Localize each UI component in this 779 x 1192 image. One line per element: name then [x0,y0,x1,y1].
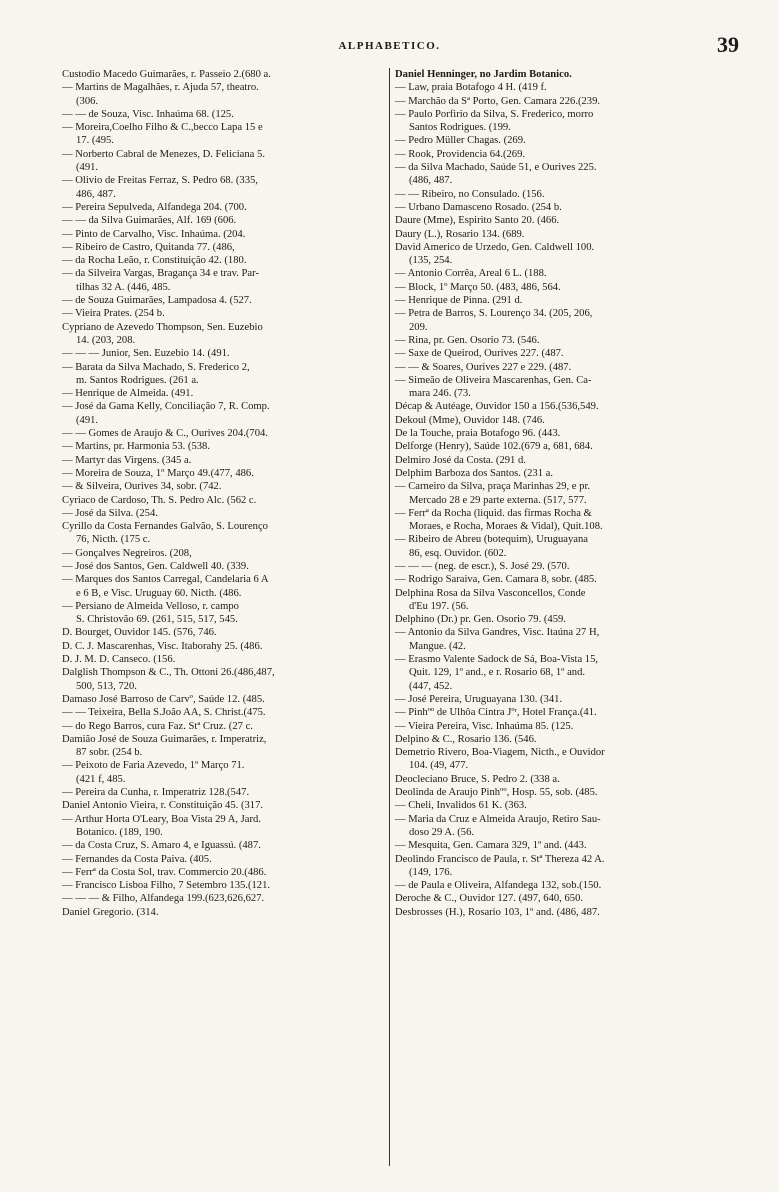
directory-entry: — Moreira de Souza, 1º Março 49.(477, 486. [62,467,254,479]
directory-entry: D. C. J. Mascarenhas, Visc. Itaborahy 25. (486. [62,640,263,652]
directory-entry: — — da Silva Guimarães, Alf. 169 (606. [62,215,237,227]
directory-entry: (447, 452. [409,680,453,692]
directory-entry: — Vieira Prates. (254 b. [62,308,165,320]
directory-entry: Delpino & C., Rosario 136. (546. [395,733,537,745]
directory-entry: — Saxe de Queirod, Ourives 227. (487. [395,348,564,360]
directory-entry: Desbrosses (H.), Rosario 103, 1º and. (486, 487. [395,906,600,918]
directory-entry: d'Eu 197. (56. [409,600,469,612]
directory-entry: — da Rocha Leão, r. Constituição 42. (180. [62,255,247,267]
directory-entry: — Martins, pr. Harmonia 53. (538. [62,441,210,453]
directory-entry: Delphim Barboza dos Santos. (231 a. [395,467,553,479]
directory-entry: — Antonio Corrêa, Areal 6 L. (188. [395,268,547,280]
directory-entry: — José da Gama Kelly, Conciliação 7, R. Comp. [62,401,270,413]
directory-entry: — Carneiro da Silva, praça Marinhas 29, e pr. [395,481,591,493]
directory-entry: — Fernandes da Costa Paiva. (405. [62,853,212,865]
directory-entry: — — — & Filho, Alfandega 199.(623,626,627. [62,893,265,905]
directory-entry: — Rodrigo Saraiva, Gen. Camara 8, sobr. (485. [395,574,597,586]
directory-entry: S. Christovão 69. (261, 515, 517, 545. [76,614,238,626]
column-divider [389,68,390,1166]
directory-entry: Delphina Rosa da Silva Vasconcellos, Conde [395,587,586,599]
directory-entry: — Pedro Müller Chagas. (269. [395,135,526,147]
directory-entry: 86, esq. Ouvidor. (602. [409,547,507,559]
directory-entry: — Maria da Cruz e Almeida Araujo, Retiro Sau- [395,813,601,825]
directory-entry: (306. [76,95,99,107]
directory-entry: Quit. 129, 1º and., e r. Rosario 68, 1º and. [409,667,586,679]
directory-entry: — Marques dos Santos Carregal, Candelaria 6 A [62,574,269,586]
directory-entry: — Barata da Silva Machado, S. Frederico 2, [62,361,250,373]
directory-entry: — José dos Santos, Gen. Caldwell 40. (339. [62,560,249,572]
directory-entry: — Rina, pr. Gen. Osorio 73. (546. [395,334,540,346]
directory-entry: Custodio Macedo Guimarães, r. Passeio 2.(680 a. [62,69,271,80]
directory-entry: (149, 176. [409,866,453,878]
directory-entry: Moraes, e Rocha, Moraes & Vidal), Quit.108. [409,521,603,533]
directory-entry: — Pinhºº de Ulhôa Cintra Jºʳ, Hotel França.(41. [395,707,597,719]
directory-entry: Damaso José Barroso de Carvº, Saúde 12. (485. [62,693,265,705]
directory-entry: — da Costa Cruz, S. Amaro 4, e Iguassú. (487. [62,840,261,852]
directory-entry: — de Paula e Oliveira, Alfandega 132, sob.(150. [395,880,602,892]
directory-entry: — Ferrª da Rocha (liquid. das firmas Rocha & [395,507,592,519]
directory-entry: — Vieira Pereira, Visc. Inhaúma 85. (125. [395,720,574,732]
left-column [62,68,382,919]
directory-entry: Mercado 28 e 29 parte externa. (517, 577. [409,494,587,506]
directory-entry: (135, 254. [409,255,453,267]
directory-entry: — Moreira,Coelho Filho & C.,becco Lapa 15 e [62,122,263,134]
directory-entry: e 6 B, e Visc. Uruguay 60. Nicth. (486. [76,587,242,599]
directory-entry: — Antonio da Silva Gandres, Visc. Itaúna 27 H, [395,627,600,639]
directory-entry: — Peixoto de Faria Azevedo, 1º Março 71. [62,760,245,772]
directory-entry: — — & Soares, Ourives 227 e 229. (487. [395,361,572,373]
directory-entry: Cypriano de Azevedo Thompson, Sen. Euzebio [62,321,263,333]
directory-entry: — Francisco Lisboa Filho, 7 Setembro 135.(121. [62,880,271,892]
directory-entry: — da Silva Machado, Saúde 51, e Ourives 225. [395,162,597,174]
directory-entry: Daure (Mme), Espirito Santo 20. (466. [395,215,560,227]
directory-entry: (486, 487. [409,175,453,187]
directory-entry: — Erasmo Valente Sadock de Sá, Boa-Vista 15, [395,654,599,666]
directory-entry: Damião José de Souza Guimarães, r. Imperatriz, [62,733,267,745]
directory-entry: — do Rego Barros, cura Faz. Stª Cruz. (27 c. [62,720,253,732]
directory-entry: Deolindo Francisco de Paula, r. Stª Thereza 42 A. [395,853,605,865]
directory-entry: — Pinto de Carvalho, Visc. Inhaúma. (204. [62,228,246,240]
directory-entry: — Marchão da Sª Porto, Gen. Camara 226.(239. [395,95,601,107]
directory-entry: tilhas 32 A. (446, 485. [76,281,171,293]
directory-entry: Botanico. (189, 190. [76,826,163,838]
directory-entry: Santos Rodrigues. (199. [409,122,511,134]
directory-entry: 104. (49, 477. [409,760,469,772]
directory-entry: Mangue. (42. [409,640,466,652]
directory-entry: Dekoul (Mme), Ouvidor 148. (746. [395,414,545,426]
directory-entry: — — Teixeira, Bella S.João AA, S. Christ.(475. [62,707,266,719]
directory-entry: Cyrillo da Costa Fernandes Galvão, S. Lourenço [62,521,268,533]
directory-entry: (491. [76,162,99,174]
directory-entry: Deocleciano Bruce, S. Pedro 2. (338 a. [395,773,560,785]
directory-entry: Daniel Gregorio. (314. [62,906,159,918]
directory-entry: — Norberto Cabral de Menezes, D. Feliciana 5. [62,148,265,160]
directory-entry: — Henrique de Pinna. (291 d. [395,295,523,307]
directory-entry: Daniel Antonio Vieira, r. Constituição 45. (317. [62,800,264,812]
directory-entry: — Ferrª da Costa Sol, trav. Commercio 20.(486. [62,866,267,878]
directory-entry: — de Souza Guimarães, Lampadosa 4. (527. [62,295,252,307]
directory-entry: — Persiano de Almeida Velloso, r. campo [62,600,239,612]
directory-entry: — Arthur Horta O'Leary, Boa Vista 29 A, Jard. [62,813,261,825]
directory-entry: — Ribeiro de Abreu (botequim), Uruguayana [395,534,588,546]
directory-entry: De la Touche, praia Botafogo 96. (443. [395,428,561,440]
directory-entry: Delphino (Dr.) pr. Gen. Osorio 79. (459. [395,614,566,626]
directory-entry: Daury (L.), Rosario 134. (689. [395,228,525,240]
directory-entry: — Simeão de Oliveira Mascarenhas, Gen. Ca- [395,374,592,386]
directory-entry: — — Ribeiro, no Consulado. (156. [395,188,545,200]
directory-entry: — da Silveira Vargas, Bragança 34 e trav. Par- [62,268,259,280]
directory-entry: Demetrio Rivero, Boa-Viagem, Nicth., e Ouvidor [395,747,605,759]
directory-entry: doso 29 A. (56. [409,826,475,838]
directory-entry: — Pereira Sepulveda, Alfandega 204. (700. [62,201,247,213]
directory-entry: — Petra de Barros, S. Lourenço 34. (205, 206, [395,308,593,320]
directory-entry: — Henrique de Almeida. (491. [62,388,194,400]
directory-entry: — Mesquita, Gen. Camara 329, 1º and. (443. [395,840,587,852]
directory-entry: 17. (495. [76,135,114,147]
directory-entry: — Paulo Porfirio da Silva, S. Frederico, morro [395,108,594,120]
directory-entry: — — — (neg. de escr.), S. José 29. (570. [395,560,570,572]
directory-entry: — & Silveira, Ourives 34, sobr. (742. [62,481,222,493]
directory-entry: — Cheli, Invalidos 61 K. (363. [395,800,527,812]
directory-entry: — José da Silva. (254. [62,507,158,519]
directory-entry: 76, Nicth. (175 c. [76,534,151,546]
directory-entry: — — — Junior, Sen. Euzebio 14. (491. [62,348,230,360]
directory-entry: 486, 487. [76,188,116,200]
directory-entry: — Law, praia Botafogo 4 H. (419 f. [395,82,547,94]
directory-entry: David Americo de Urzedo, Gen. Caldwell 100. [395,241,595,253]
directory-entry: mara 246. (73. [409,388,471,400]
directory-entry: — Ribeiro de Castro, Quitanda 77. (486, [62,241,235,253]
directory-entry: — José Pereira, Uruguayana 130. (341. [395,693,563,705]
directory-entry: — Rook, Providencia 64.(269. [395,148,526,160]
directory-entry: Dalglish Thompson & C., Th. Ottoni 26.(486,487, [62,667,275,679]
directory-entry: — Martins de Magalhães, r. Ajuda 57, theatro. [62,82,259,94]
directory-entry: Deroche & C., Ouvidor 127. (497, 640, 650. [395,893,584,905]
directory-entry: — Urbano Damasceno Rosado. (254 b. [395,201,562,213]
directory-entry: Delmiro José da Costa. (291 d. [395,454,526,466]
directory-entry: Delforge (Henry), Saúde 102.(679 a, 681, 684. [395,441,593,453]
page-number: 39 [717,32,739,57]
directory-entry: — Martyr das Virgens. (345 a. [62,454,192,466]
directory-entry: — — de Souza, Visc. Inhaúma 68. (125. [62,108,234,120]
directory-entry: (421 f, 485. [76,773,126,785]
directory-entry: — Pereira da Cunha, r. Imperatriz 128.(547. [62,787,250,799]
directory-entry: m. Santos Rodrigues. (261 a. [76,374,199,386]
directory-entry: 500, 513, 720. [76,680,137,692]
page-header-title: ALPHABETICO. [338,40,441,52]
directory-entry: Deolinda de Araujo Pinhºº, Hosp. 55, sob. (485. [395,787,598,799]
right-column [395,68,727,919]
directory-entry: Daniel Henninger, no Jardim Botanico. [395,69,572,80]
directory-entry: 87 sobr. (254 b. [76,747,143,759]
directory-entry: (491. [76,414,99,426]
directory-entry: — Olivio de Freitas Ferraz, S. Pedro 68. (335, [62,175,258,187]
directory-entry: D. Bourget, Ouvidor 145. (576, 746. [62,627,217,639]
directory-entry: — Gonçalves Negreiros. (208, [62,547,192,559]
directory-entry: Cyriaco de Cardoso, Th. S. Pedro Alc. (562 c. [62,494,257,506]
directory-entry: — Block, 1º Março 50. (483, 486, 564. [395,281,561,293]
directory-entry: — — Gomes de Araujo & C., Ourives 204.(704. [62,428,268,440]
directory-entry: Décap & Autéage, Ouvidor 150 a 156.(536,549. [395,401,599,413]
directory-entry: D. J. M. D. Canseco. (156. [62,654,176,666]
directory-entry: 209. [409,321,428,333]
directory-entry: 14. (203, 208. [76,334,136,346]
